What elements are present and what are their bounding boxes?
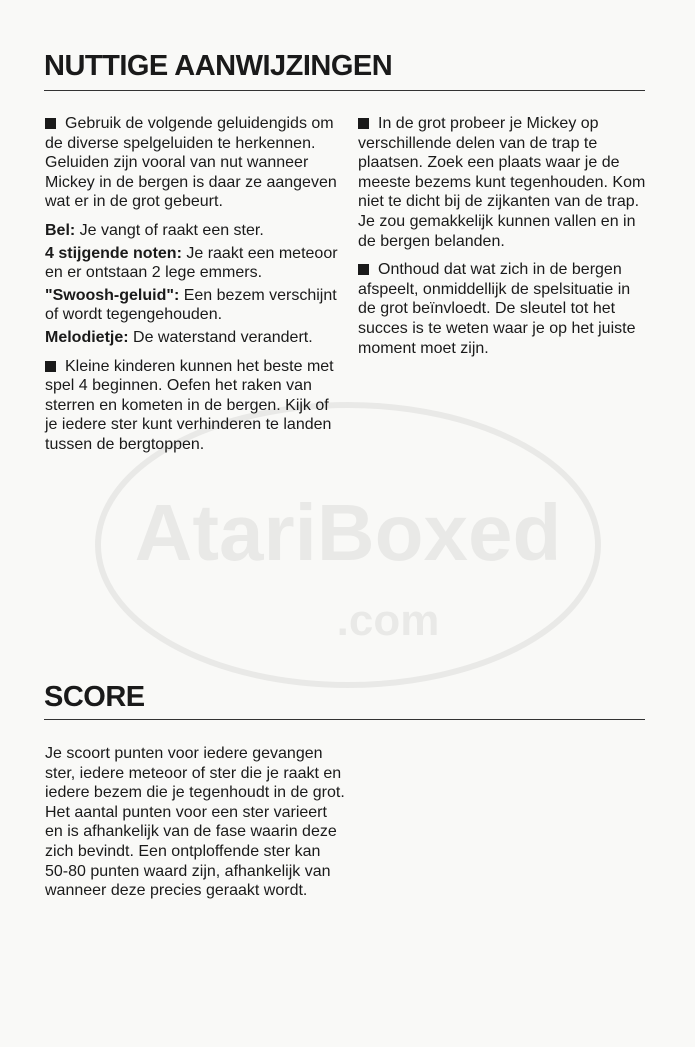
tips-paragraph-4: Onthoud dat wat zich in de bergen afspeelt, onmiddellijk de spelsituatie in de grot beïnvloedt. De sleutel tot het succes is te weten waar je op het juiste moment moet zijn. [358,261,636,357]
bullet-square-icon [45,361,56,372]
score-column [45,744,345,910]
tips-divider [44,90,645,91]
tips-right-column [358,114,650,367]
sound-item-melody [45,328,345,348]
sound-item-notes [45,244,345,283]
score-paragraph: Je scoort punten voor iedere gevangen ster, iedere meteoor of ster die je raakt en iedere bezem die je tegenhoudt in de grot. Het aantal punten voor een ster varieert en is afhankelijk van de fase waarin deze zich bevindt. Een ontploffende ster kan 50-80 punten waard zijn, afhankelijk van wanneer deze precies geraakt wordt. [45,745,345,900]
score-heading: SCORE [44,681,145,713]
tips-paragraph-2: Kleine kinderen kunnen het beste met spel 4 beginnen. Oefen het raken van sterren en kometen in de bergen. Kijk of je iedere ster kunt verhinderen te landen tussen de bergtoppen. [45,357,334,453]
sound-item-swoosh [45,286,345,325]
bullet-square-icon [358,118,369,129]
sound-term: Melodietje: [45,328,129,346]
watermark-text: AtariBoxed [134,488,562,577]
sound-desc: Je raakt een meteoor en er ontstaan 2 lege emmers. [45,244,338,282]
tips-paragraph-3: In de grot probeer je Mickey op verschillende delen van de trap te plaatsen. Zoek een plaats waar je de meeste bezems kunt tegenhouden. Kom niet te dicht bij de zijkanten van de trap. Je zou gemakkelijk kunnen vallen en in de bergen belanden. [358,115,646,250]
sound-desc: De waterstand verandert. [128,328,313,346]
sound-term: 4 stijgende noten: [45,244,182,262]
sound-desc: Een bezem verschijnt of wordt tegengehouden. [45,286,337,324]
tips-heading: NUTTIGE AANWIJZINGEN [44,50,393,82]
sound-desc: Je vangt of raakt een ster. [75,221,264,239]
sound-term: "Swoosh-geluid": [45,286,180,304]
bullet-square-icon [358,264,369,275]
bullet-square-icon [45,118,56,129]
tips-left-column [45,114,345,464]
sound-term: Bel: [45,221,76,239]
watermark-subtext: .com [336,596,440,645]
sound-item-bell [45,221,345,241]
score-divider [44,719,645,720]
tips-paragraph-1: Gebruik de volgende geluidengids om de diverse spelgeluiden te herkennen. Geluiden zijn vooral van nut wanneer Mickey in de bergen is daar ze aangeven wat er in de grot gebeurt. [45,115,337,211]
